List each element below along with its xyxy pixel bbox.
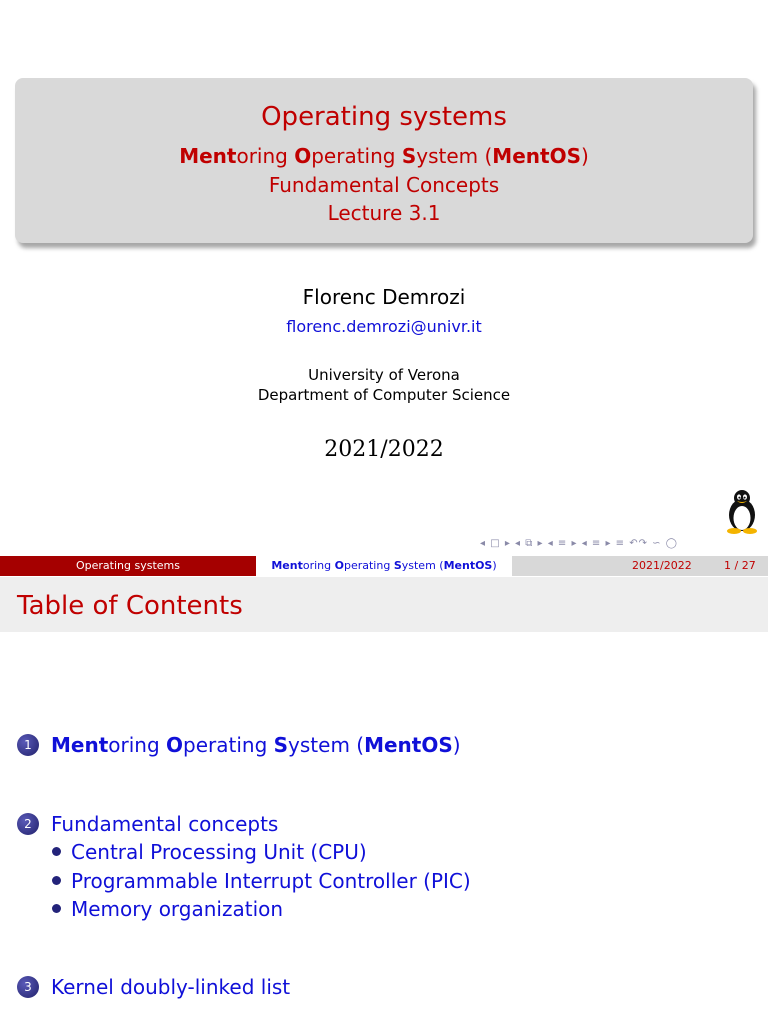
toc-number-badge: 1 (17, 734, 39, 756)
presentation-topic: Fundamental Concepts (268, 173, 500, 197)
toc-subitem[interactable]: Central Processing Unit (CPU) (52, 840, 367, 864)
lecture-number: Lecture 3.1 (327, 201, 441, 225)
presentation-title: Operating systems (261, 102, 507, 132)
toc-item-label: Kernel doubly-linked list (51, 975, 291, 999)
bullet-icon (52, 876, 61, 885)
toc-subitem[interactable]: Programmable Interrupt Controller (PIC) (52, 869, 471, 893)
footer-short-title: Operating systems (0, 556, 256, 576)
toc-subitem[interactable]: Memory organization (52, 897, 283, 921)
bullet-icon (52, 904, 61, 913)
toc-item-3[interactable] (17, 975, 290, 1000)
toc-number-badge: 3 (17, 976, 39, 998)
toc-item-2[interactable] (17, 812, 278, 837)
institute-university: University of Verona (308, 366, 460, 384)
beamer-navigation-symbols[interactable]: ◂ □ ▸ ◂ ⧉ ▸ ◂ ≡ ▸ ◂ ≡ ▸ ≡ ↶↷ ∽ ◯ (480, 538, 678, 549)
toc-number-badge: 2 (17, 813, 39, 835)
footer-page-number: 1 / 27 (724, 559, 756, 572)
toc-item-1[interactable] (17, 733, 461, 758)
toc-item-label: Fundamental concepts (51, 812, 279, 836)
footer-date: 2021/2022 (632, 559, 692, 572)
footer-subtitle: Mentoring Operating System (MentOS) (256, 556, 512, 576)
tux-penguin-icon (722, 488, 762, 534)
footer-right (512, 556, 768, 576)
bullet-icon (52, 847, 61, 856)
academic-year: 2021/2022 (324, 437, 444, 462)
toc-header-bar (0, 577, 768, 632)
slide-footer (0, 556, 768, 576)
institute-department: Department of Computer Science (257, 386, 511, 404)
author-email-link[interactable]: florenc.demrozi@univr.it (286, 317, 482, 336)
toc-heading: Table of Contents (17, 591, 243, 621)
author-name: Florenc Demrozi (302, 285, 466, 309)
presentation-subtitle: Mentoring Operating System (MentOS) (179, 144, 589, 168)
title-block (15, 78, 753, 243)
toc-item-label: Mentoring Operating System (MentOS) (51, 733, 461, 757)
